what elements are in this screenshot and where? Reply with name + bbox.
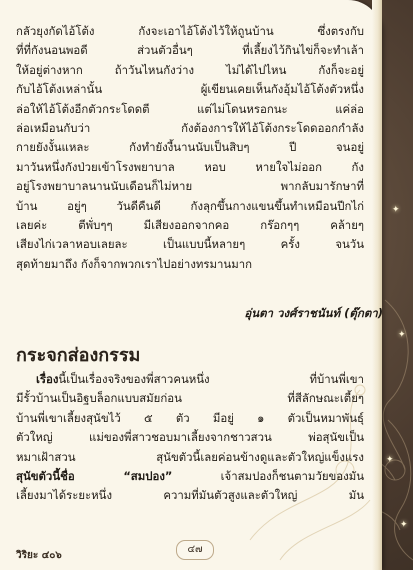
story-line: เลี้ยงมาได้ระยะหนึ่ง ความที่มันตัวสูงและตัวใหญ่ มัน — [16, 488, 364, 503]
story-name-line — [16, 467, 364, 486]
body-line: ล่อเหมือนกับว่า กังต้องการให้ไอ้โต้งกระโดดออกกำลัง — [16, 121, 364, 136]
body-line: ที่ที่กังนอนพอดี ส่วนตัวอื่นๆ ที่เลี้ยงไว้กินไข่ก็จะทำเล้า — [16, 43, 364, 58]
body-line: ให้อยู่ต่างหาก ถ้าวันไหนกังว่าง ไม่ได้ไปไหน กังก็จะอยู่ — [16, 62, 364, 77]
body-line: กับไอ้โต้งเหล่านั้น ผู้เขียนเคยเห็นกังอุ้มไอ้โต้งตัวหนึ่ง — [16, 82, 364, 97]
body-line: กลัวยุงกัดไอ้โต้ง กังจะเอาไอ้โต้งไว้ให้ถูนบ้าน ซึ่งตรงกับ — [16, 24, 364, 38]
sparkle-icon: ✦ — [386, 455, 394, 465]
sparkle-icon: ✦ — [400, 520, 408, 530]
body-line: เสียงไก่เวลาหอบเลยละ เป็นแบบนี้หลายๆ ครั้ง จนวัน — [16, 237, 364, 252]
body-line: ล่อให้ไอ้โต้งอีกตัวกระโดดตี แต่ไม่โดนหรอกนะ แค่ล่อ — [16, 101, 364, 116]
story-name-prefix: สุนัขตัวนี้ชื่อ — [16, 469, 124, 484]
story-line: มีรั้วบ้านเป็นอิฐบล็อกแบบสมัยก่อน ที่สีลักษณะเตี้ยๆ — [16, 391, 364, 406]
story-lead-word: เรื่อง — [36, 372, 59, 386]
body-line: มาวันหนึ่งกังป่วยเข้าโรงพยาบาล หอบ หายใจไม่ออก กัง — [16, 159, 364, 174]
body-line: เลยค่ะ ตีพั่บๆๆ มีเสียงออกจากคอ กร๊อกๆๆ คล้ายๆ — [16, 218, 364, 233]
story-first-line-rest: นี้เป็นเรื่องจริงของพี่สาวคนหนึ่ง ที่บ้านพี่เขา — [58, 372, 364, 386]
author-byline: อุ่นตา วงศ์ราชนันท์ (ตุ๊กตา) — [244, 306, 383, 320]
page-curl-edge — [372, 0, 382, 570]
sparkle-icon: ✦ — [398, 330, 406, 340]
body-line: สุดท้ายมาถึง กังก็จากพวกเราไปอย่างทรมานมาก — [16, 256, 252, 271]
body-text — [16, 22, 364, 274]
body-line: อยู่โรงพยาบาลนานนับเดือนก็ไม่หาย พากลับมารักษาที่ — [16, 179, 364, 194]
story-heading: กระจกส่องกรรม — [16, 345, 141, 366]
body-line: บ้าน อยู่ๆ วันดีคืนดี กังลุกขึ้นกางแขนขึ้นทำเหมือนปีกไก่ — [16, 198, 364, 213]
dog-name: “สมปอง” — [123, 469, 173, 484]
story-name-line-rest: เจ้าสมปองก็ชนตามวัยของมัน — [172, 469, 364, 484]
sparkle-icon: ✦ — [392, 205, 400, 215]
series-label: วิริยะ ๔๐๖ — [16, 550, 62, 561]
story-line: ตัวใหญ่ แม่ของพี่สาวชอบมาเลี้ยงจากชาวสวน พ่อสุนัขเป็น — [16, 430, 364, 445]
page-number: ๔๗ — [176, 540, 214, 560]
body-line: กายยังงั้นแหละ กังทำยังงี้นานนับเป็นสิบๆ ปี จนอยู่ — [16, 140, 364, 155]
story-text — [16, 370, 364, 506]
story-line: หมาเฝ้าสวน สุนัขตัวนี้เลยค่อนข้างดูและตัวใหญ่แข็งแรง — [16, 449, 364, 464]
story-first-line — [16, 370, 364, 389]
story-line: บ้านพี่เขาเลี้ยงสุนัขไว้ ๕ ตัว มีอยู่ ๑ ตัวเป็นหมาพันธุ์ — [16, 410, 364, 425]
